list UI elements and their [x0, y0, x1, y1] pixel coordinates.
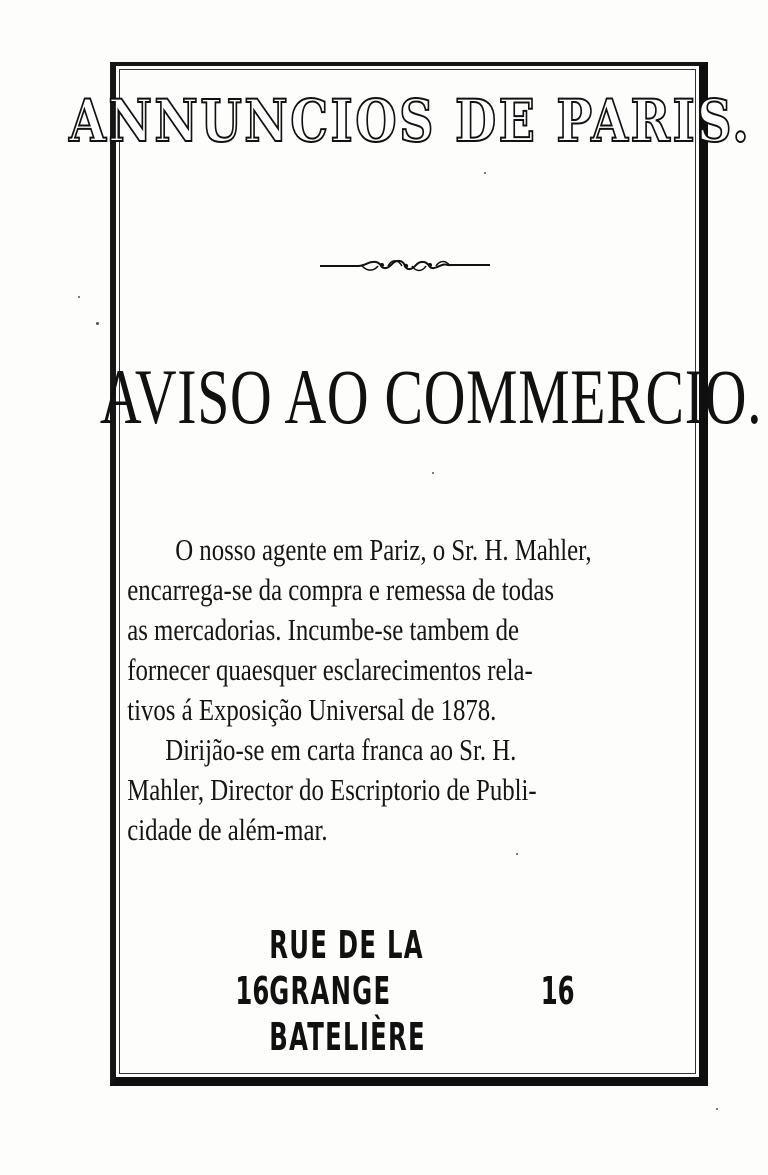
- ad-heading: ANNUNCIOS DE PARIS.: [69, 87, 752, 155]
- print-speck: [716, 1108, 718, 1110]
- paragraph-1-line: fornecer quaesquer esclarecimentos rela-: [127, 652, 533, 687]
- paragraph-2: [127, 730, 677, 850]
- print-speck: [432, 472, 434, 474]
- paragraph-1-line: O nosso agente em Pariz, o Sr. H. Mahler,: [175, 532, 592, 567]
- paragraph-1: [127, 530, 677, 730]
- ad-body: [127, 530, 677, 850]
- paragraph-2-line: Mahler, Director do Escriptorio de Publi-: [127, 772, 537, 807]
- ad-address: [235, 922, 574, 1060]
- address-number-right: 16: [540, 969, 575, 1013]
- print-speck: [78, 296, 80, 298]
- address-street: RUE DE LA GRANGE BATELIÈRE: [269, 923, 426, 1059]
- paragraph-2-line: Dirijão-se em carta franca ao Sr. H.: [165, 732, 517, 767]
- paragraph-1-line: as mercadorias. Incumbe-se tambem de: [127, 612, 520, 647]
- print-speck: [96, 322, 99, 325]
- paragraph-2-line: cidade de além-mar.: [127, 812, 328, 847]
- print-speck: [516, 853, 518, 855]
- decorative-divider-icon: [318, 254, 492, 278]
- paragraph-1-line: encarrega-se da compra e remessa de todas: [127, 572, 555, 607]
- ad-title: AVISO AO COMMERCIO.: [99, 353, 763, 440]
- print-speck: [484, 172, 486, 174]
- address-number-left: 16: [235, 969, 270, 1013]
- paragraph-1-line: tivos á Exposição Universal de 1878.: [127, 692, 497, 727]
